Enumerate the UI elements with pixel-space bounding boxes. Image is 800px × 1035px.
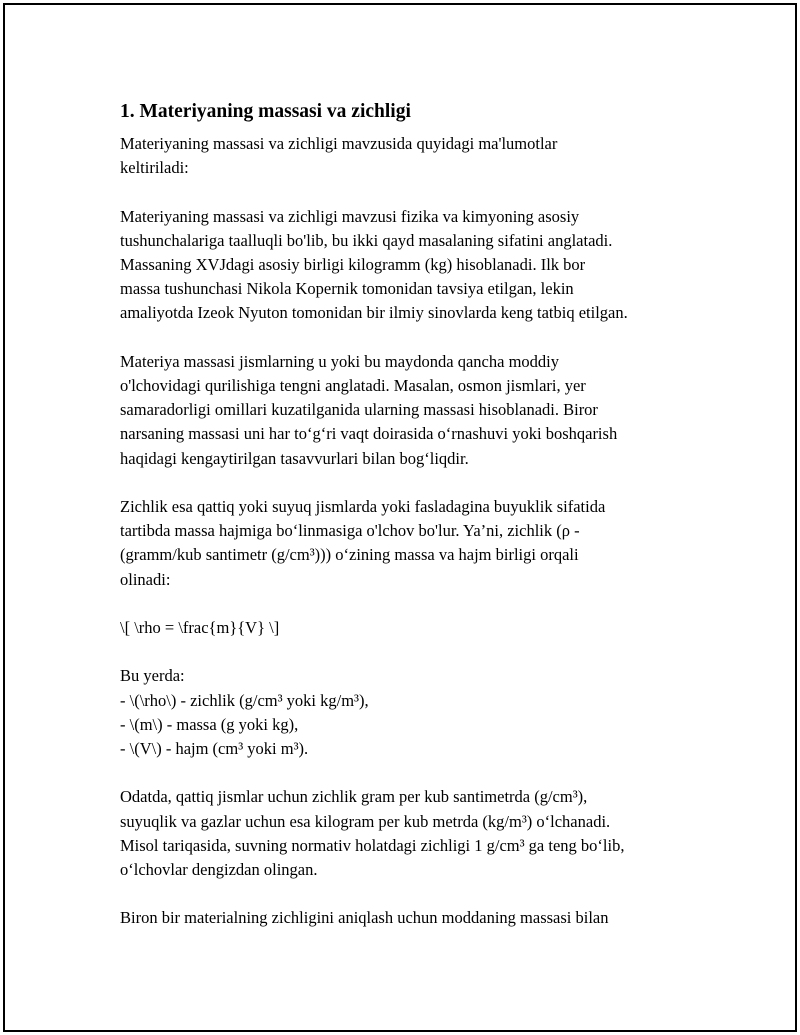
paragraph-measurement (120, 906, 710, 930)
text-line: samaradorligi omillari kuzatilganida ularning massasi hisoblanadi. Biror (120, 400, 598, 420)
text-line: narsaning massasi uni har to‘g‘ri vaqt doirasida o‘rnashuvi yoki boshqarish (120, 424, 618, 444)
paragraph-intro (120, 132, 710, 180)
text-line: Massaning XVJdagi asosiy birligi kilogramm (kg) hisoblanadi. Ilk bor (120, 255, 586, 274)
text-line: Materiyaning massasi va zichligi mavzusida quyidagi ma'lumotlar (120, 134, 558, 153)
definition-item: - \(V\) - hajm (cm³ yoki m³). (120, 739, 309, 758)
text-line: suyuqlik va gazlar uchun esa kilogram per kub metrda (kg/m³) o‘lchanadi. (120, 811, 611, 831)
text-line: amaliyotda Izeok Nyuton tomonidan bir ilmiy sinovlarda keng tatbiq etilgan. (120, 303, 628, 323)
text-line: o‘lchovlar dengizdan olingan. (120, 860, 318, 879)
paragraph-mass-concept (120, 205, 710, 326)
definitions-list (120, 664, 710, 761)
text-line: Materiya massasi jismlarning u yoki bu maydonda qancha moddiy (120, 351, 559, 371)
text-line: Misol tariqasida, suvning normativ holatdagi zichligi 1 g/cm³ ga teng bo‘lib, (120, 835, 625, 855)
definition-item: - \(\rho\) - zichlik (g/cm³ yoki kg/m³), (120, 690, 369, 710)
paragraph-units (120, 785, 710, 882)
text-line: (gramm/kub santimetr (g/cm³))) o‘zining massa va hajm birligi orqali (120, 545, 579, 565)
definitions-intro: Bu yerda: (120, 666, 185, 686)
text-line: tartibda massa hajmiga bo‘linmasiga o'lchov bo'lur. Ya’ni, zichlik (ρ - (120, 521, 580, 541)
paragraph-density (120, 495, 710, 592)
document-body (120, 100, 710, 955)
text-line: Odatda, qattiq jismlar uchun zichlik gram per kub santimetrda (g/cm³), (120, 787, 588, 807)
document-page (3, 3, 797, 1032)
text-line: haqidagi kengaytirilgan tasavvurlari bilan bog‘liqdir. (120, 448, 469, 468)
text-line: Zichlik esa qattiq yoki suyuq jismlarda yoki fasladagina buyuklik sifatida (120, 497, 606, 516)
text-line: Biron bir materialning zichligini aniqlash uchun moddaning massasi bilan (120, 908, 609, 928)
text-line: tushunchalariga taalluqli bo'lib, bu ikki qayd masalaning sifatini anglatadi. (120, 230, 613, 250)
text-line: keltiriladi: (120, 158, 189, 178)
paragraph-matter-mass (120, 350, 710, 471)
text-line: massa tushunchasi Nikola Kopernik tomonidan tavsiya etilgan, lekin (120, 279, 574, 299)
text-line: olinadi: (120, 569, 171, 589)
density-formula: \[ \rho = \frac{m}{V} \] (120, 618, 280, 637)
text-line: Materiyaning massasi va zichligi mavzusi fizika va kimyoning asosiy (120, 206, 580, 226)
definition-item: - \(m\) - massa (g yoki kg), (120, 714, 299, 734)
text-line: o'lchovidagi qurilishiga tengni anglatadi. Masalan, osmon jismlari, yer (120, 376, 586, 395)
page-title: 1. Materiyaning massasi va zichligi (120, 101, 411, 122)
